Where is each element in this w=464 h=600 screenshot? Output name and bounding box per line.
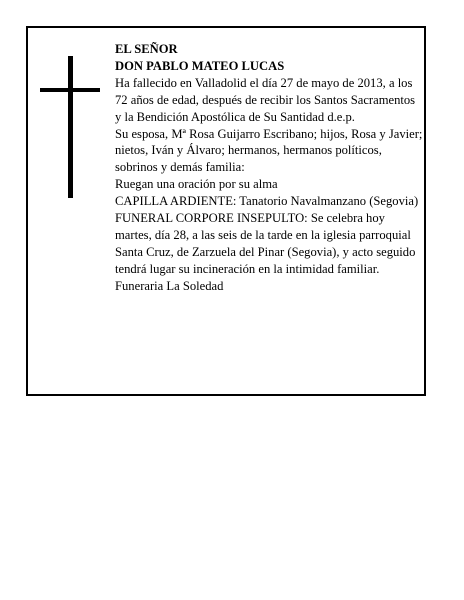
chapel-info: CAPILLA ARDIENTE: Tanatorio Navalmanzano (Segovia) [115,194,419,209]
death-announcement: Ha fallecido en Valladolid el día 27 de mayo de 2013, a los 72 años de edad, después de recibir los Santos Sacramentos y la Bendición Apostólica de Su Santidad d.e.p. [115,75,416,124]
cross-vertical-bar [68,56,73,198]
funeral-home: Funeraria La Soledad [115,278,224,293]
prayer-request: Ruegan una oración por su alma [115,177,278,192]
obituary-notice [26,26,426,396]
funeral-info: FUNERAL CORPORE INSEPULTO: Se celebra hoy martes, día 28, a las seis de la tarde en la iglesia parroquial Santa Cruz, de Zarzuela del Pinar (Segovia), y acto seguido tendrá lugar su incineración en la intimidad familiar. [115,211,416,276]
cross-horizontal-bar [40,88,100,92]
notice-text-block [115,41,423,295]
family-list: Su esposa, Mª Rosa Guijarro Escribano; hijos, Rosa y Javier; nietos, Iván y Álvaro; hermanos, hermanos políticos, sobrinos y demás familia: [115,126,423,175]
deceased-name: DON PABLO MATEO LUCAS [115,58,285,73]
heading-title: EL SEÑOR [115,42,178,56]
